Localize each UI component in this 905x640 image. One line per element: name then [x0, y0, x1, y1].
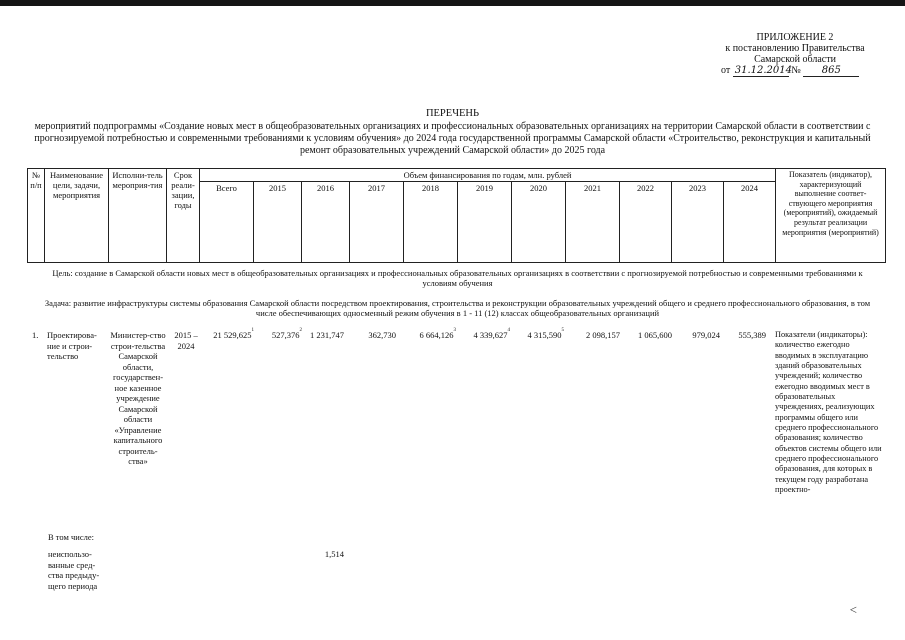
header-year: 2024: [724, 182, 776, 263]
header-year: 2017: [350, 182, 404, 263]
header-year: 2016: [302, 182, 350, 263]
row-2018: 6 664,126$^3$: [419, 328, 456, 340]
header-term: Срок реали-зации, годы: [167, 169, 200, 263]
unused-funds-label: неиспользо-ванные сред-ства предыду-щего периода: [48, 549, 100, 591]
annex-resolution: к постановлению Правительства: [725, 43, 865, 54]
annex-region: Самарской области: [754, 54, 836, 65]
annex-block: [715, 32, 875, 77]
header-indicator: Показатель (индикатор), характеризующий выполнение соответ-ствующего мероприятия (мероприятий), ожидаемый результат реализации мероприятия (мероприятий): [776, 169, 886, 263]
document-title: [30, 108, 875, 157]
including-label: В том числе:: [48, 532, 94, 542]
row-2019: 4 339,627$^4$: [473, 328, 510, 340]
header-financing: Объем финансирования по годам, млн. рублей: [200, 169, 776, 182]
financing-table-header: [27, 168, 886, 263]
row-2016: 1 231,747: [310, 330, 344, 340]
row-2015: 527,376$^2$: [271, 328, 302, 340]
row-2020: 4 315,590$^5$: [527, 328, 564, 340]
row-number: 1.: [32, 330, 39, 340]
header-year: 2018: [404, 182, 458, 263]
title-text: мероприятий подпрограммы «Создание новых мест в общеобразовательных организациях и профессиональных образовательных организациях на территории Самарской области в соответствии с прогнозируемой потребностью и современными требованиями к условиям обучения» до 2024 года государственной программы Самарской области «Строительство, реконструкция и капитальный ремонт образовательных учреждений Самарской области» до 2025 года: [34, 121, 871, 156]
annex-dateline: [715, 65, 875, 77]
handwritten-number: 865: [803, 66, 859, 77]
task-text: Задача: развитие инфраструктуры системы образования Самарской области посредством проектирования, строительства и реконструкции образовательных учреждений общего и среднего профессионального образования, в том числе обеспечивающих односменный режим обучения в 1 - 11 (12) классах общеобразовательных организаций: [44, 298, 871, 318]
header-year: 2019: [458, 182, 512, 263]
date-prefix: от: [721, 65, 731, 76]
row-indicator: Показатели (индикаторы): количество ежегодно вводимых в эксплуатацию зданий образовательных учреждений; количество ежегодно вводимых мест в образовательных учреждениях, реализующих программы общего или среднего профессионального образования; количество объектов системы общего или среднего профессионального образования, для которых в текущем году разработана проектно-: [775, 330, 882, 495]
row-2022: 1 065,600: [638, 330, 672, 340]
unused-funds-2016: 1,514: [324, 549, 344, 559]
annex-title: ПРИЛОЖЕНИЕ 2: [756, 32, 834, 43]
handwritten-date: 31.12.2014: [734, 65, 793, 76]
header-year: 2021: [566, 182, 620, 263]
header-year: 2020: [512, 182, 566, 263]
scan-top-edge: [0, 0, 905, 6]
header-year: 2022: [620, 182, 672, 263]
header-year: 2015: [254, 182, 302, 263]
row-2024: 555,389: [738, 330, 766, 340]
corner-mark: <: [849, 602, 857, 617]
header-no: № п/п: [28, 169, 45, 263]
row-activity-name: Проектирова-ние и строи-тельство: [47, 330, 97, 361]
header-year: 2023: [672, 182, 724, 263]
header-name: Наименование цели, задачи, мероприятия: [45, 169, 109, 263]
row-executor: Министер-ство строи-тельства Самарской области, государствен-ное казенное учреждение Самарской области «Управление капитального строитель-ства»: [110, 330, 166, 466]
goal-text: Цель: создание в Самарской области новых мест в общеобразовательных организациях и профессиональных образовательных организациях в соответствии с прогнозируемой потребностью и современными требованиями к условиям обучения: [52, 268, 863, 288]
row-term: 2015 – 2024: [174, 330, 198, 351]
number-prefix: №: [791, 65, 801, 76]
row-total: 21 529,625$^1$: [213, 328, 254, 340]
row-2021: 2 098,157: [586, 330, 620, 340]
title-heading: ПЕРЕЧЕНЬ: [425, 108, 480, 119]
header-executor: Исполни-тель мероприя-тия: [109, 169, 167, 263]
row-2023: 979,024: [692, 330, 720, 340]
header-total: Всего: [200, 182, 254, 263]
row-2017: 362,730: [368, 330, 396, 340]
